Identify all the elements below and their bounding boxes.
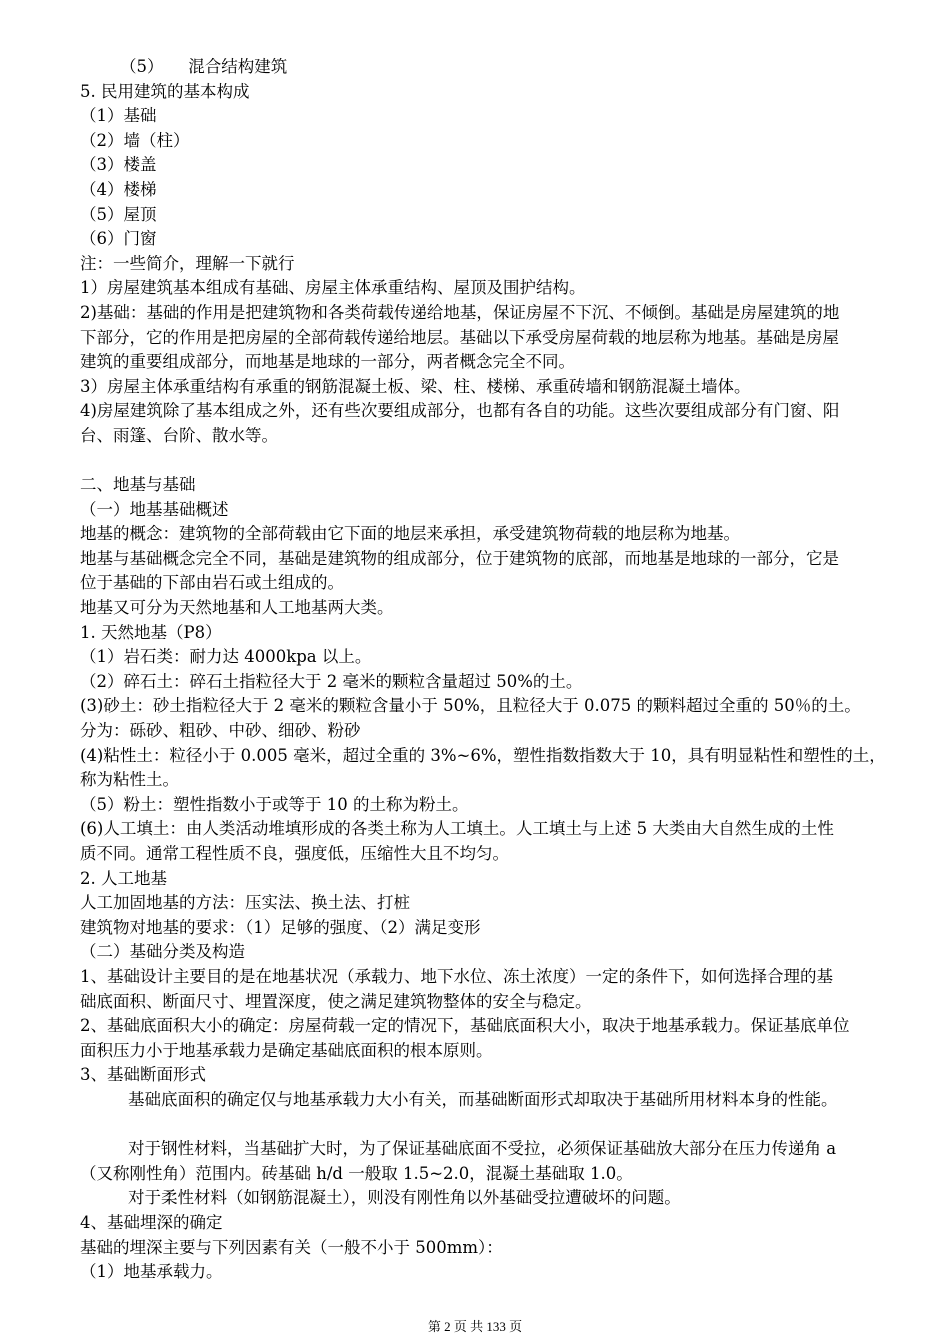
text-line: (3)砂土：砂土指粒径大于 2 毫米的颗粒含量小于 50%，且粒径大于 0.075 的颗料超过全重的 50％的土。 bbox=[80, 696, 861, 716]
text-line: （又称刚性角）范围内。砖基础 h/d 一般取 1.5~2.0，混凝土基础取 1.0。 bbox=[80, 1163, 633, 1183]
text-line: （5） 混合结构建筑 bbox=[120, 57, 288, 76]
text-line: 人工加固地基的方法：压实法、换土法、打桩 bbox=[80, 893, 410, 913]
text-line: 3）房屋主体承重结构有承重的钢筋混凝土板、梁、柱、楼梯、承重砖墙和钢筋混凝土墙体。 bbox=[80, 376, 751, 396]
text-line: 4、基础埋深的确定 bbox=[80, 1212, 223, 1232]
text-line: 4)房屋建筑除了基本组成之外，还有些次要组成部分，也都有各自的功能。这些次要组成部分有门窗、阳 bbox=[80, 401, 840, 421]
text-line: （二）基础分类及构造 bbox=[80, 942, 245, 962]
text-line: 对于柔性材料（如钢筋混凝土），则没有刚性角以外基础受拉遭破坏的问题。 bbox=[128, 1188, 681, 1208]
text-line: 建筑物对地基的要求：（1）足够的强度、（2）满足变形 bbox=[80, 917, 481, 937]
text-line: 1. 天然地基（P8） bbox=[80, 622, 222, 642]
text-line: （1）岩石类：耐力达 4000kpa 以上。 bbox=[80, 647, 372, 667]
text-line: （3）楼盖 bbox=[80, 155, 157, 175]
text-line: （4）楼梯 bbox=[80, 179, 157, 199]
text-line: (4)粘性土：粒径小于 0.005 毫米，超过全重的 3%~6%，塑性指数指数大于 10，具有明显粘性和塑性的土， bbox=[80, 745, 886, 765]
text-line: 基础底面积的确定仅与地基承载力大小有关，而基础断面形式却取决于基础所用材料本身的性能。 bbox=[128, 1089, 838, 1109]
blank-line bbox=[80, 449, 928, 474]
text-line: 建筑的重要组成部分，而地基是地球的一部分，两者概念完全不同。 bbox=[80, 352, 575, 372]
text-line: 1、基础设计主要目的是在地基状况（承载力、地下水位、冻土浓度）一定的条件下，如何选择合理的基 bbox=[80, 966, 833, 986]
text-line: 对于钢性材料，当基础扩大时，为了保证基础底面不受拉，必须保证基础放大部分在压力传递角 a bbox=[128, 1139, 837, 1159]
blank-line bbox=[80, 1113, 928, 1138]
text-line: （5）粉土：塑性指数小于或等于 10 的土称为粉土。 bbox=[80, 794, 469, 814]
text-line: 地基与基础概念完全不同，基础是建筑物的组成部分，位于建筑物的底部，而地基是地球的一部分，它是 bbox=[80, 548, 839, 568]
text-line: （5）屋顶 bbox=[80, 204, 157, 224]
text-line: 质不同。通常工程性质不良，强度低，压缩性大且不均匀。 bbox=[80, 844, 509, 863]
text-line: 面积压力小于地基承载力是确定基础底面积的根本原则。 bbox=[80, 1040, 493, 1060]
text-line: （1）基础 bbox=[80, 106, 157, 126]
page-footer: 第 2 页 共 133 页 bbox=[427, 1319, 523, 1334]
text-line: 2、基础底面积大小的确定：房屋荷载一定的情况下，基础底面积大小，取决于地基承载力。保证基底单位 bbox=[80, 1016, 850, 1036]
text-line: 称为粘性土。 bbox=[80, 770, 179, 790]
text-line: （2）墙（柱） bbox=[80, 130, 190, 150]
document-body bbox=[80, 55, 928, 1285]
text-line: 位于基础的下部由岩石或土组成的。 bbox=[80, 573, 344, 593]
text-line: 1）房屋建筑基本组成有基础、房屋主体承重结构、屋顶及围护结构。 bbox=[80, 278, 586, 298]
text-line: 分为：砾砂、粗砂、中砂、细砂、粉砂 bbox=[80, 721, 361, 741]
text-line: 地基又可分为天然地基和人工地基两大类。 bbox=[80, 598, 394, 618]
text-line: 础底面积、断面尺寸、埋置深度，使之满足建筑物整体的安全与稳定。 bbox=[80, 991, 592, 1011]
text-line: 下部分，它的作用是把房屋的全部荷载传递给地层。基础以下承受房屋荷载的地层称为地基。基础是房屋 bbox=[80, 327, 839, 347]
text-line: 5. 民用建筑的基本构成 bbox=[80, 81, 250, 101]
text-line: 注：一些简介，理解一下就行 bbox=[80, 253, 295, 273]
text-line: 2)基础：基础的作用是把建筑物和各类荷载传递给地基，保证房屋不下沉、不倾倒。基础是房屋建筑的地 bbox=[80, 302, 840, 322]
text-line: 2. 人工地基 bbox=[80, 868, 167, 888]
text-line: 二、地基与基础 bbox=[80, 475, 196, 495]
text-line: 地基的概念：建筑物的全部荷载由它下面的地层来承担，承受建筑物荷载的地层称为地基。 bbox=[80, 524, 740, 544]
text-line: 基础的埋深主要与下列因素有关（一般不小于 500mm）： bbox=[80, 1237, 503, 1257]
text-line: （1）地基承载力。 bbox=[80, 1262, 223, 1282]
text-line: (6)人工填土：由人类活动堆填形成的各类土称为人工填土。人工填土与上述 5 大类由大自然生成的土性 bbox=[80, 819, 834, 839]
text-line: （6）门窗 bbox=[80, 229, 157, 249]
text-line: 3、基础断面形式 bbox=[80, 1065, 206, 1085]
text-line: 台、雨篷、台阶、散水等。 bbox=[80, 425, 278, 445]
text-line: （一）地基基础概述 bbox=[80, 499, 229, 519]
text-line: （2）碎石土：碎石土指粒径大于 2 毫米的颗粒含量超过 50%的土。 bbox=[80, 671, 583, 691]
